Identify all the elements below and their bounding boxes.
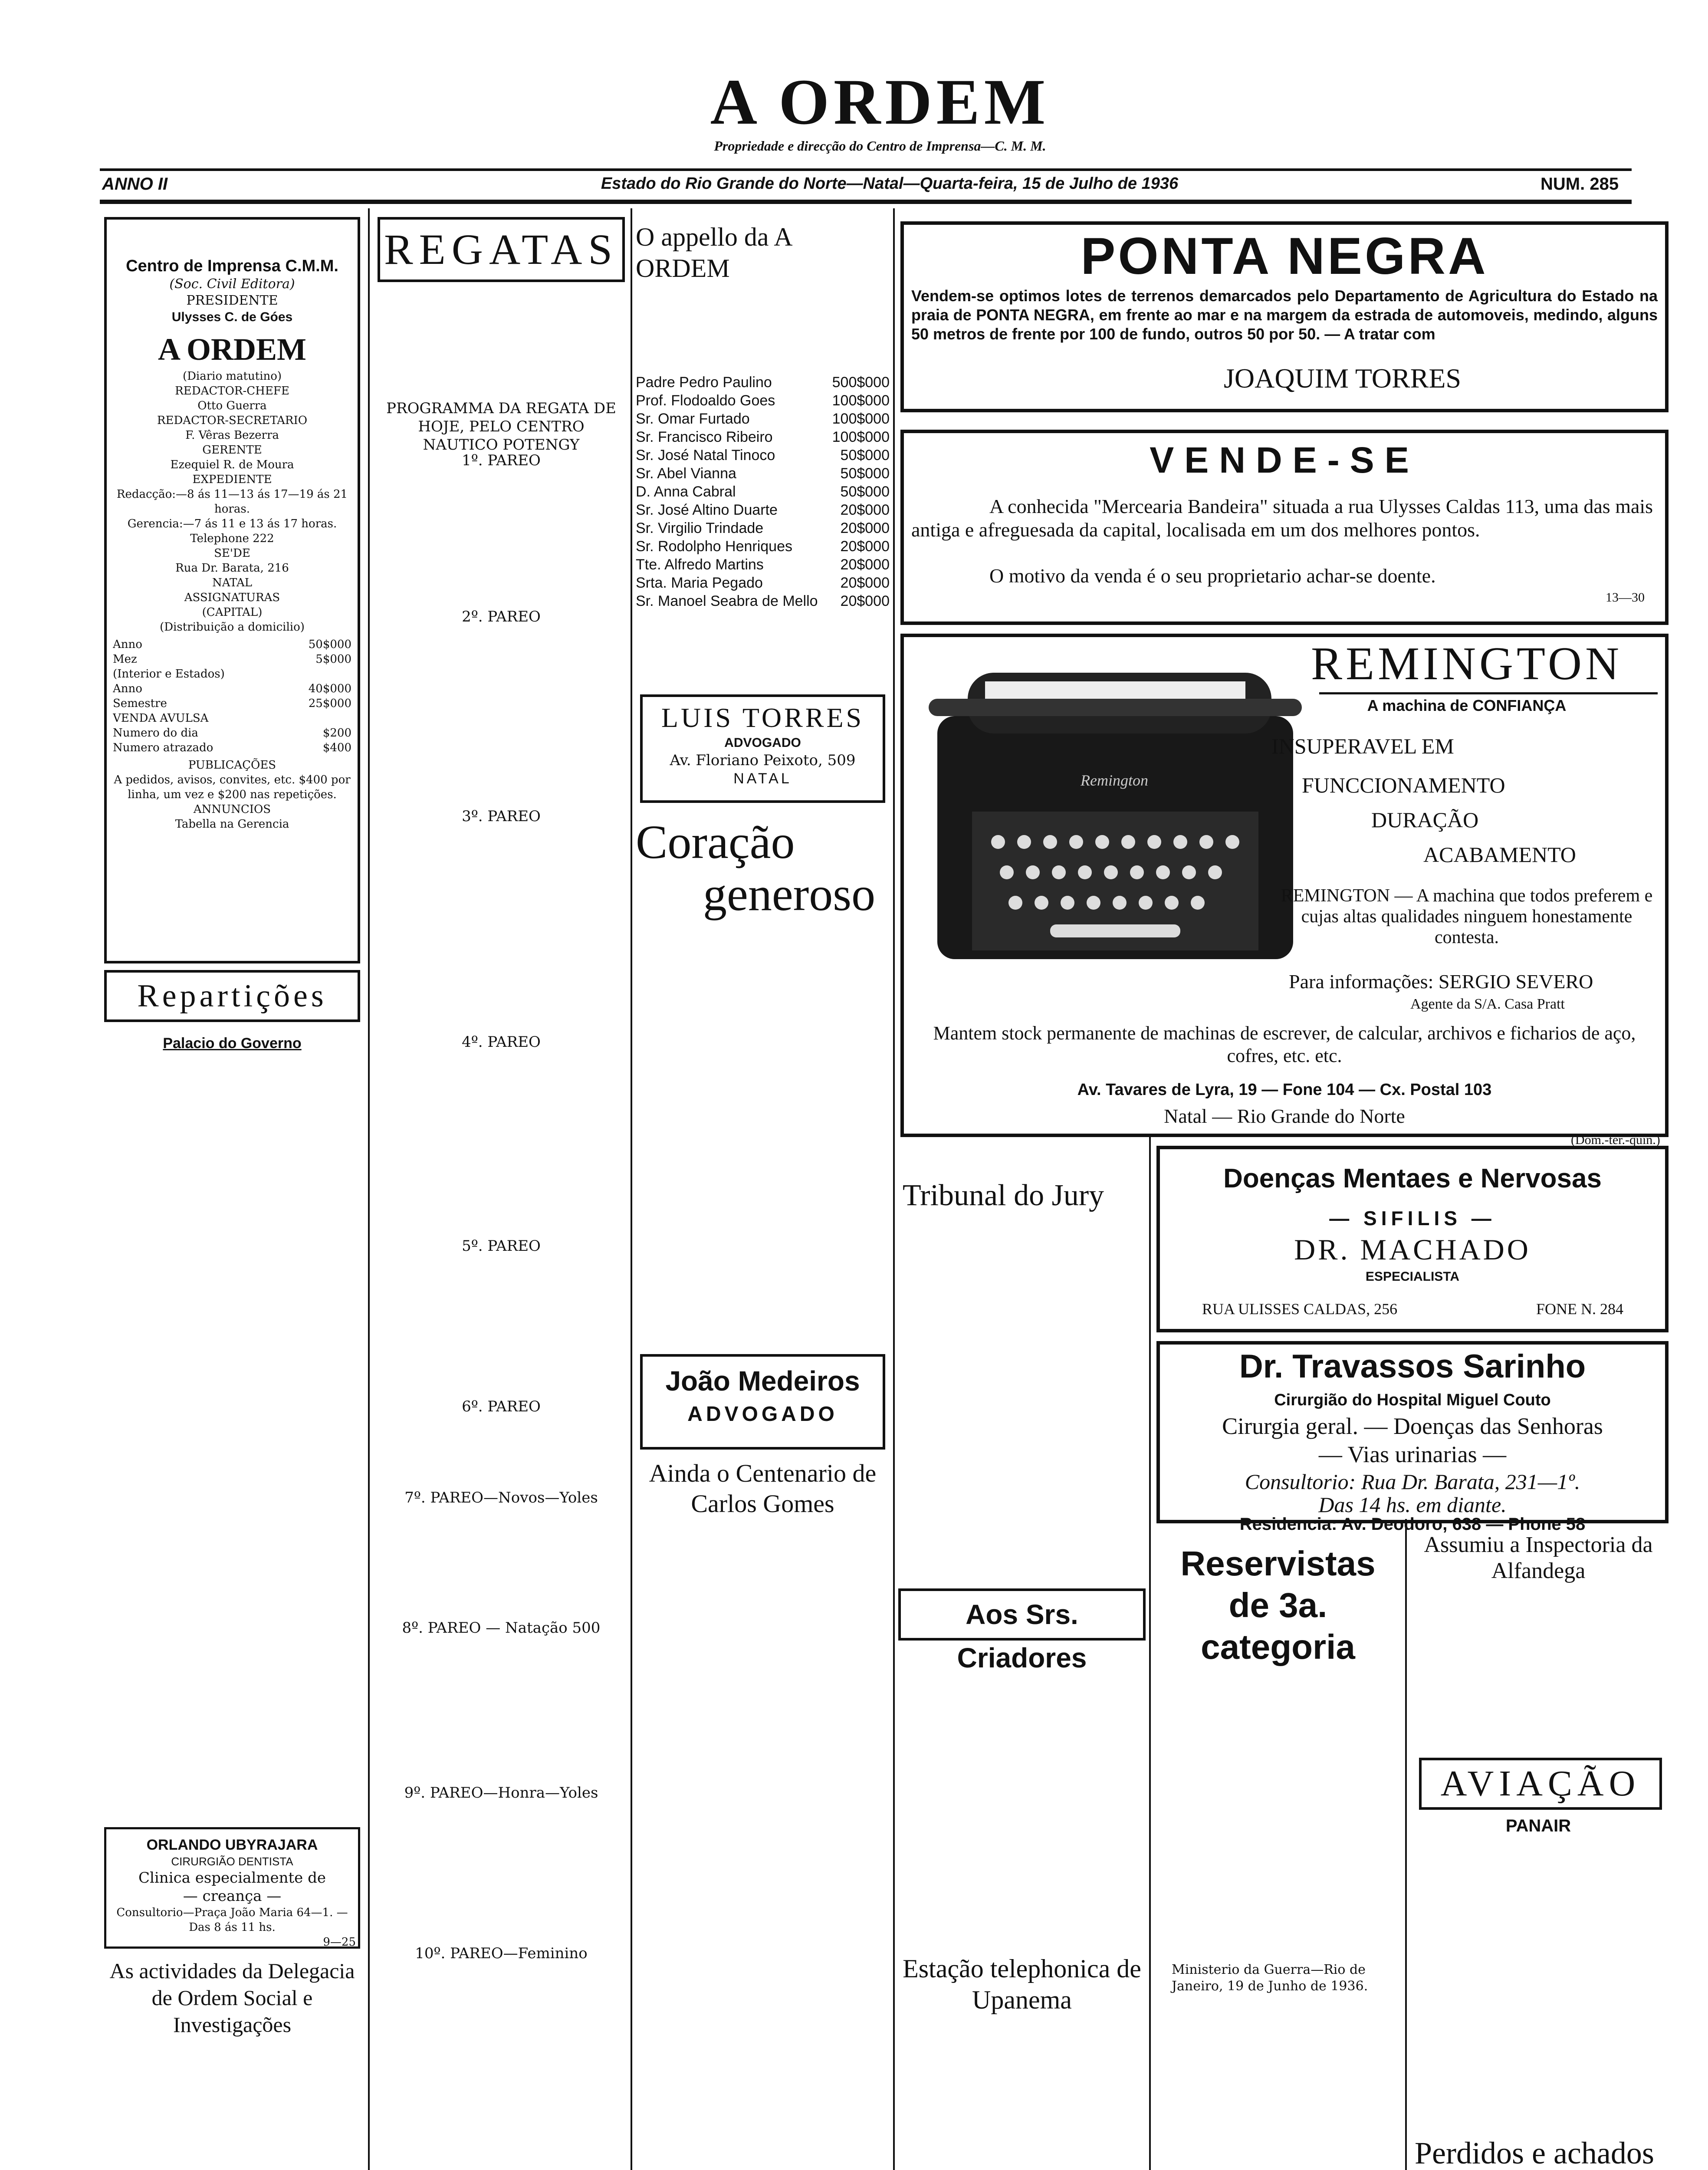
doencas-sub: — SIFILIS — — [1329, 1207, 1496, 1230]
ponta-negra-title: PONTA NEGRA — [1081, 227, 1488, 285]
donor-name: Srta. Maria Pegado — [636, 575, 763, 591]
staff-line: ASSIGNATURAS — [184, 591, 280, 604]
remington-city: Natal — Rio Grande do Norte — [1164, 1105, 1405, 1127]
travassos-sub: Cirurgião do Hospital Miguel Couto — [1274, 1391, 1551, 1409]
price-value: 5$000 — [315, 653, 351, 666]
remington-rule — [1319, 692, 1658, 694]
staff-line: EXPEDIENTE — [192, 473, 272, 486]
price-label: Anno — [113, 638, 142, 651]
price-row — [113, 696, 351, 711]
luis-sub: ADVOGADO — [724, 736, 801, 750]
column-divider — [1405, 1519, 1407, 2170]
price-label: Numero atrazado — [113, 741, 214, 754]
coracao-title-1: Coração — [636, 815, 795, 868]
donor-name: Tte. Alfredo Martins — [636, 556, 764, 573]
donor-list — [636, 373, 890, 610]
donor-row — [636, 446, 890, 464]
typewriter-illustration — [920, 647, 1311, 1024]
appello-heading: O appello da A ORDEM — [636, 223, 792, 283]
perdidos-heading: Perdidos e achados — [1415, 2136, 1654, 2170]
donor-row — [636, 464, 890, 483]
remington-agent: Agente da S/A. Casa Pratt — [1410, 996, 1565, 1012]
price-row — [113, 652, 351, 667]
staff-line: Otto Guerra — [197, 399, 267, 412]
ministerio-line: Ministerio da Guerra—Rio de Janeiro, 19 de Junho de 1936. — [1172, 1962, 1368, 1994]
remington-info: Para informações: SERGIO SEVERO — [1289, 970, 1593, 993]
pareo-heading: 4º. PAREO — [462, 1033, 541, 1051]
joao-name: João Medeiros — [665, 1365, 860, 1397]
travassos-line3: Consultorio: Rua Dr. Barata, 231—1º. — [1245, 1470, 1580, 1494]
staff-line: Gerencia:—7 ás 11 e 13 ás 17 horas. — [127, 517, 337, 530]
price-row — [113, 637, 351, 652]
vende-se-code: 13—30 — [1606, 590, 1645, 605]
luis-name: LUIS TORRES — [661, 702, 864, 733]
pareo-heading: 2º. PAREO — [462, 608, 541, 625]
jury-heading: Tribunal do Jury — [903, 1179, 1104, 1212]
staff-line: Rua Dr. Barata, 216 — [175, 562, 289, 575]
issue-label: ANNO II — [102, 174, 168, 194]
staff-line: F. Vêras Bezerra — [185, 429, 279, 442]
price-value: 25$000 — [308, 697, 351, 710]
luis-city: NATAL — [733, 770, 792, 787]
remington-quality-3: DURAÇÃO — [1371, 808, 1479, 832]
donor-value: 100$000 — [832, 392, 890, 409]
price-value: 50$000 — [308, 638, 351, 651]
travassos-line1: Cirurgia geral. — Doenças das Senhoras — [1222, 1413, 1603, 1439]
staff-line: SE'DE — [214, 547, 250, 560]
donor-row — [636, 574, 890, 592]
price-label: Mez — [113, 653, 137, 666]
staff-line: Telephone 222 — [190, 532, 274, 545]
staff-line: GERENTE — [202, 444, 262, 457]
price-row — [113, 681, 351, 696]
travassos-line4: Das 14 hs. em diante. — [1318, 1493, 1507, 1517]
travassos-line2: — Vias urinarias — — [1318, 1441, 1507, 1467]
publicacoes-line: PUBLICAÇÕES — [188, 759, 276, 772]
price-label: Numero do dia — [113, 727, 198, 740]
paper-name: A ORDEM — [158, 332, 306, 367]
price-list — [113, 637, 351, 755]
staff-line: (Diario matutino) — [182, 370, 282, 383]
price-row — [113, 726, 351, 740]
column-divider — [631, 208, 632, 2170]
remington-stock: Mantem stock permanente de machinas de escrever, de calcular, archivos e ficharios de aço, cofres, etc. etc. — [933, 1023, 1636, 1066]
donor-row — [636, 592, 890, 610]
reparticoes-heading: Repartições — [137, 978, 327, 1014]
donor-value: 50$000 — [840, 465, 890, 482]
orlando-ad-content — [108, 1836, 356, 1950]
travassos-line5: Residencia: Av. Deodoro, 638 — Phone 58 — [1239, 1515, 1586, 1534]
donor-value: 20$000 — [840, 502, 890, 518]
travassos-title: Dr. Travassos Sarinho — [1239, 1348, 1586, 1385]
pareo-heading: 3º. PAREO — [462, 808, 541, 825]
price-value: $200 — [322, 727, 351, 740]
joao-sub: ADVOGADO — [687, 1403, 838, 1426]
palacio-heading: Palacio do Governo — [163, 1035, 302, 1052]
typewriter-brand-label: Remington — [1081, 772, 1148, 789]
donor-row — [636, 428, 890, 446]
carlos-gomes-heading: Ainda o Centenario de Carlos Gomes — [649, 1459, 877, 1518]
donor-value: 20$000 — [840, 593, 890, 609]
remington-quality-1: INSUPERAVEL EM — [1271, 734, 1454, 758]
masthead-subtitle: Propriedade e direcção do Centro de Imprensa—C. M. M. — [714, 138, 1046, 154]
donor-row — [636, 501, 890, 519]
orlando-name: ORLANDO UBYRAJARA — [146, 1837, 318, 1853]
regatas-programme: PROGRAMMA DA REGATA DE HOJE, PELO CENTRO NAUTICO POTENGY — [386, 400, 616, 454]
donor-name: Sr. Omar Furtado — [636, 411, 750, 427]
price-value: 40$000 — [308, 682, 351, 695]
publicacoes-line: Tabella na Gerencia — [175, 818, 289, 831]
column-divider — [368, 208, 370, 2170]
alfandega-heading: Assumiu a Inspectoria da Alfandega — [1424, 1532, 1653, 1583]
doencas-title: Doenças Mentaes e Nervosas — [1223, 1164, 1602, 1194]
luis-torres-content — [644, 701, 881, 788]
donor-value: 20$000 — [840, 538, 890, 555]
donor-value: 20$000 — [840, 556, 890, 573]
donor-name: D. Anna Cabral — [636, 483, 736, 500]
donor-row — [636, 519, 890, 537]
vende-se-body2: O motivo da venda é o seu proprietario achar-se doente. — [989, 565, 1436, 587]
donor-value: 50$000 — [840, 483, 890, 500]
staff-list — [113, 369, 351, 635]
remington-quality-4: ACABAMENTO — [1423, 842, 1576, 867]
pareo-heading: 10º. PAREO—Feminino — [415, 1945, 588, 1962]
donor-name: Sr. José Natal Tinoco — [636, 447, 775, 464]
dateline: Estado do Rio Grande do Norte—Natal—Quarta-feira, 15 de Julho de 1936 — [601, 174, 1179, 193]
presidente-label: PRESIDENTE — [186, 293, 278, 308]
donor-value: 500$000 — [832, 374, 890, 391]
price-row — [113, 711, 351, 726]
orlando-code: 9—25 — [323, 1936, 356, 1949]
orlando-sub: CIRURGIÃO DENTISTA — [171, 1855, 293, 1868]
pareo-heading: 7º. PAREO—Novos—Yoles — [404, 1489, 598, 1506]
coracao-title-2: generoso — [703, 868, 876, 921]
panair-label: PANAIR — [1505, 1816, 1571, 1835]
donor-value: 100$000 — [832, 411, 890, 427]
donor-value: 50$000 — [840, 447, 890, 464]
price-label: Semestre — [113, 697, 167, 710]
donor-name: Sr. Manoel Seabra de Mello — [636, 593, 818, 609]
remington-code: (Dom.-ter.-quin.) — [1571, 1133, 1660, 1147]
column-divider — [1149, 1137, 1151, 2170]
staff-line: Redacção:—8 ás 11—13 ás 17—19 ás 21 horas. — [116, 488, 348, 516]
ponta-negra-body: Vendem-se optimos lotes de terrenos demarcados pelo Departamento de Agricultura do Estado na praia de PONTA NEGRA, em frente ao mar e na margem da estrada de automoveis, medindo, alguns 50 metros de frente por 100 de fundo, outros 50 por 50. — A tratar com — [911, 287, 1658, 343]
aviacao-heading: AVIAÇÃO — [1440, 1763, 1641, 1804]
price-label: VENDA AVULSA — [113, 712, 209, 725]
staff-line: (Distribuição a domicilio) — [160, 621, 305, 634]
donor-name: Padre Pedro Paulino — [636, 374, 772, 391]
publicacoes-line: ANNUNCIOS — [193, 803, 271, 816]
pareo-heading: 5º. PAREO — [462, 1237, 541, 1255]
donor-row — [636, 391, 890, 410]
masthead-title: A ORDEM — [710, 66, 1050, 138]
remington-pitch: REMINGTON — A machina que todos preferem e cujas altas qualidades ninguem honestamente contesta. — [1281, 886, 1653, 947]
doencas-address: RUA ULISSES CALDAS, 256 — [1202, 1300, 1398, 1318]
centro-imprensa-column — [113, 256, 351, 832]
staff-line: REDACTOR-SECRETARIO — [157, 414, 308, 427]
presidente-name: Ulysses C. de Góes — [171, 310, 293, 324]
doencas-doctor: DR. MACHADO — [1294, 1233, 1531, 1266]
orlando-line3: Consultorio—Praça João Maria 64—1. — Das 8 ás 11 hs. — [116, 1906, 348, 1934]
centro-imprensa-heading: Centro de Imprensa C.M.M. — [126, 257, 338, 275]
publicacoes-line: A pedidos, avisos, convites, etc. $400 por linha, um vez e $200 nas repetições. — [114, 773, 351, 801]
criadores-heading: Aos Srs. Criadores — [957, 1599, 1087, 1674]
donor-value: 20$000 — [840, 520, 890, 536]
doencas-spec: ESPECIALISTA — [1365, 1269, 1460, 1284]
vende-se-body: A conhecida "Mercearia Bandeira" situada a rua Ulysses Caldas 113, uma das mais antiga e afreguesada da capital, localisada em um dos melhores pontos. — [911, 495, 1653, 541]
issue-number: NUM. 285 — [1540, 174, 1619, 194]
donor-name: Sr. Rodolpho Henriques — [636, 538, 793, 555]
donor-name: Prof. Flodoaldo Goes — [636, 392, 775, 409]
ponta-negra-contact: JOAQUIM TORRES — [1224, 363, 1462, 394]
activities-heading: As actividades da Delegacia de Ordem Social e Investigações — [109, 1959, 355, 2037]
remington-tagline: A machina de CONFIANÇA — [1367, 697, 1567, 714]
regatas-title: REGATAS — [384, 225, 619, 273]
column-divider — [893, 208, 895, 2170]
joao-medeiros-content — [644, 1363, 881, 1430]
donor-row — [636, 556, 890, 574]
pareo-heading: 9º. PAREO—Honra—Yoles — [404, 1784, 598, 1802]
price-row — [113, 667, 351, 681]
top-rule — [100, 168, 1632, 171]
orlando-line2: — creança — — [183, 1887, 282, 1905]
staff-line: NATAL — [212, 576, 253, 589]
donor-row — [636, 537, 890, 556]
donor-row — [636, 373, 890, 391]
staff-line: REDACTOR-CHEFE — [175, 385, 289, 398]
header-rule — [100, 200, 1632, 204]
donor-name: Sr. Francisco Ribeiro — [636, 429, 773, 445]
pareo-heading: 8º. PAREO — Natação 500 — [402, 1619, 601, 1637]
price-row — [113, 740, 351, 755]
price-label: (Interior e Estados) — [113, 667, 225, 681]
reservistas-heading: Reservistas de 3a. categoria — [1180, 1544, 1376, 1666]
doencas-phone: FONE N. 284 — [1536, 1300, 1624, 1318]
remington-quality-2: FUNCCIONAMENTO — [1302, 773, 1505, 797]
donor-name: Sr. Abel Vianna — [636, 465, 736, 482]
donor-value: 20$000 — [840, 575, 890, 591]
vende-se-title: VENDE-SE — [1150, 440, 1419, 480]
orlando-line1: Clinica especialmente de — [138, 1869, 326, 1887]
publicacoes-block — [113, 758, 351, 832]
donor-name: Sr. Virgilio Trindade — [636, 520, 764, 536]
donor-value: 100$000 — [832, 429, 890, 445]
pareo-heading: 1º. PAREO — [462, 452, 541, 469]
estacao-heading: Estação telephonica de Upanema — [903, 1954, 1141, 2014]
donor-name: Sr. José Altino Duarte — [636, 502, 778, 518]
price-value: $400 — [322, 741, 351, 754]
remington-title: REMINGTON — [1311, 638, 1623, 690]
donor-row — [636, 483, 890, 501]
staff-line: Ezequiel R. de Moura — [170, 458, 294, 471]
price-label: Anno — [113, 682, 142, 695]
editora-line: (Soc. Civil Editora) — [169, 276, 295, 292]
remington-address: Av. Tavares de Lyra, 19 — Fone 104 — Cx. Postal 103 — [1077, 1081, 1492, 1099]
luis-address: Av. Floriano Peixoto, 509 — [670, 752, 856, 769]
pareo-heading: 6º. PAREO — [462, 1398, 541, 1415]
donor-row — [636, 410, 890, 428]
staff-line: (CAPITAL) — [202, 606, 263, 619]
